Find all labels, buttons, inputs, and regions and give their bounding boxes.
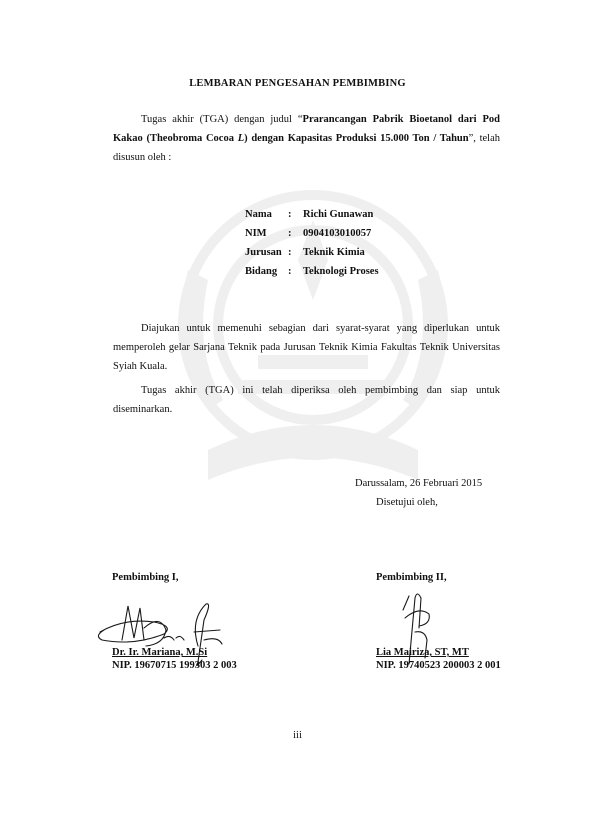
identity-key: NIM (245, 228, 267, 239)
page-number: iii (293, 730, 302, 741)
identity-key: Bidang (245, 266, 278, 277)
approved-by-label: Disetujui oleh, (376, 497, 438, 508)
thesis-title-part-2: ) dengan Kapasitas Produksi 15.000 Ton / Tahun (244, 133, 469, 144)
identity-separator: : (288, 247, 292, 258)
student-identity-table (245, 209, 379, 285)
place-date: Darussalam, 26 Februari 2015 (355, 478, 483, 489)
identity-value: Richi Gunawan (303, 209, 374, 220)
supervisor-1-name: Dr. Ir. Mariana, M.Si (112, 647, 208, 658)
supervisor-2-label: Pembimbing II, (376, 572, 447, 583)
intro-paragraph (113, 110, 500, 167)
identity-separator: : (288, 266, 292, 277)
intro-tail: ”, telah disusun oleh : (113, 133, 500, 163)
identity-separator: : (288, 228, 292, 239)
identity-key: Jurusan (245, 247, 282, 258)
intro-lead: Tugas akhir (TGA) dengan judul “ (141, 114, 303, 125)
identity-separator: : (288, 209, 292, 220)
supervisor-1-nip: NIP. 19670715 199303 2 003 (112, 660, 237, 671)
supervisor-2-name: Lia Mairiza, ST, MT (376, 647, 469, 658)
review-paragraph: Tugas akhir (TGA) ini telah diperiksa oleh pembimbing dan siap untuk diseminarkan. (113, 385, 500, 415)
identity-key: Nama (245, 209, 272, 220)
identity-value: 0904103010057 (303, 228, 372, 239)
supervisor-1-label: Pembimbing I, (112, 572, 179, 583)
identity-row-jurusan (245, 247, 379, 266)
page-title: LEMBARAN PENGESAHAN PEMBIMBING (189, 78, 406, 89)
identity-value: Teknik Kimia (303, 247, 365, 258)
identity-row-nama (245, 209, 379, 228)
supervisor-2-nip: NIP. 19740523 200003 2 001 (376, 660, 501, 671)
identity-row-bidang (245, 266, 379, 285)
purpose-paragraph: Diajukan untuk memenuhi sebagian dari syarat-syarat yang diperlukan untuk memperoleh gelar Sarjana Teknik pada Jurusan Teknik Kimia Fakultas Teknik Universitas Syiah Kuala. (113, 323, 500, 372)
identity-row-nim (245, 228, 379, 247)
thesis-title-part-1: Prarancangan Pabrik Bioetanol dari Pod Kakao (Theobroma Cocoa (113, 114, 500, 144)
thesis-title-italic: L (237, 133, 245, 144)
identity-value: Teknologi Proses (303, 266, 379, 277)
